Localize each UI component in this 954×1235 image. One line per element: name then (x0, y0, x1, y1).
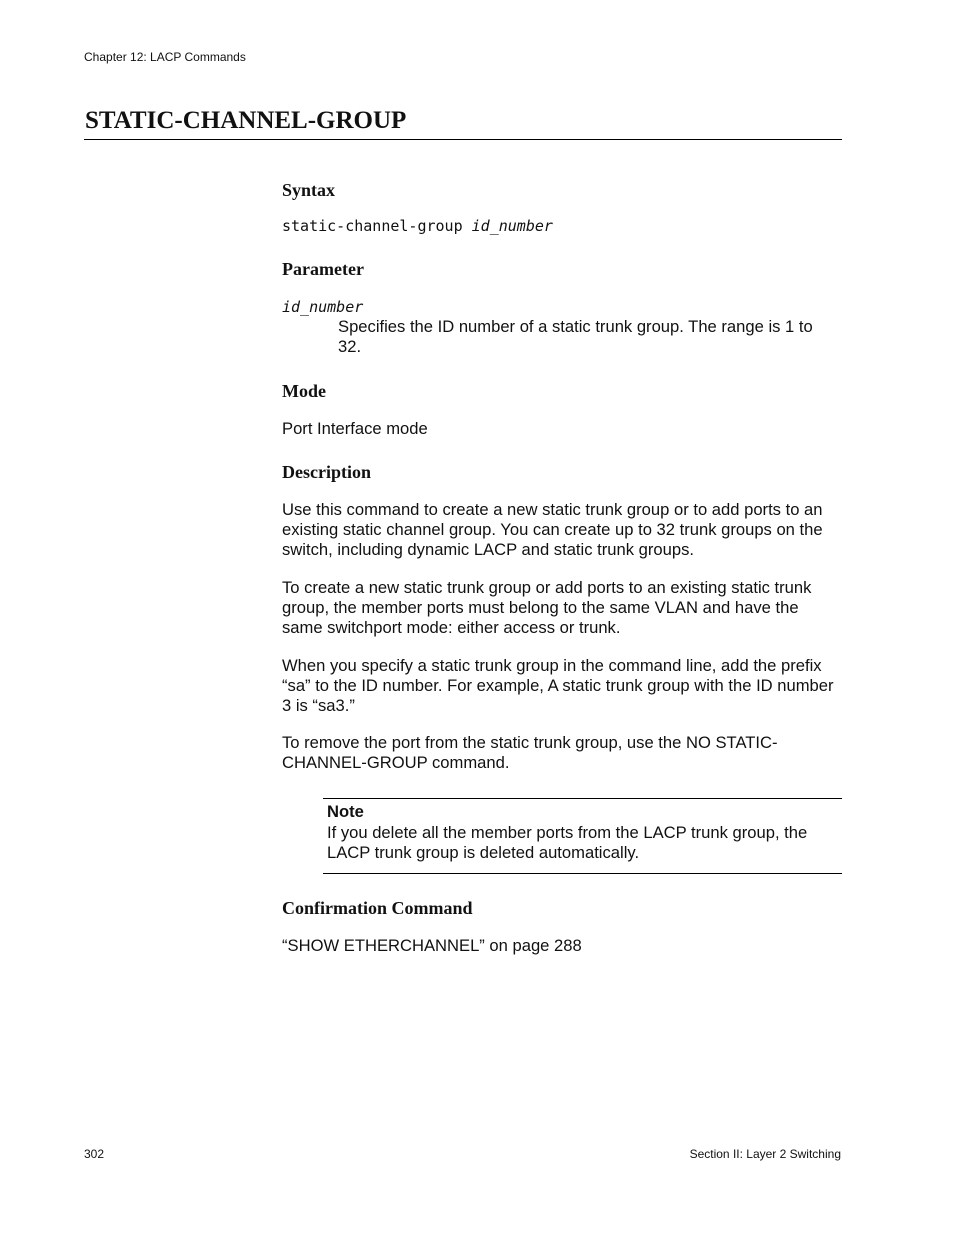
syntax-command (282, 216, 553, 236)
command-name: static-channel-group (282, 217, 463, 235)
mode-text: Port Interface mode (282, 419, 428, 438)
confirmation-link[interactable]: “SHOW ETHERCHANNEL” on page 288 (282, 936, 582, 955)
title-divider (84, 139, 842, 140)
parameter-description-line1: Specifies the ID number of a static trunk group. The range is 1 to (338, 317, 813, 336)
page-number: 302 (84, 1147, 105, 1161)
parameter-description-line2: 32. (338, 337, 362, 356)
description-paragraph: When you specify a static trunk group in the command line, add the prefix “sa” to the ID number. For example, A static trunk group with the ID number 3 is “sa3.” (282, 656, 834, 715)
page-title: STATIC-CHANNEL-GROUP (85, 107, 407, 134)
description-heading: Description (282, 462, 371, 482)
note-text: If you delete all the member ports from the LACP trunk group, the LACP trunk group is deleted automatically. (327, 823, 808, 862)
parameter-description (338, 317, 848, 357)
syntax-heading: Syntax (282, 180, 336, 200)
confirmation-heading: Confirmation Command (282, 898, 473, 918)
command-param: id_number (471, 217, 553, 235)
parameter-name-text: id_number (282, 298, 364, 316)
parameter-heading: Parameter (282, 259, 364, 279)
note-box (323, 798, 842, 874)
parameter-name (282, 297, 363, 317)
description-paragraph: To remove the port from the static trunk group, use the NO STATIC-CHANNEL-GROUP command. (282, 733, 778, 772)
footer-section: Section II: Layer 2 Switching (689, 1147, 841, 1161)
running-header: Chapter 12: LACP Commands (84, 50, 246, 64)
note-label: Note (327, 802, 364, 821)
mode-heading: Mode (282, 381, 326, 401)
description-paragraph: Use this command to create a new static trunk group or to add ports to an existing static channel group. You can create up to 32 trunk groups on the switch, including dynamic LACP and static trunk groups. (282, 500, 823, 559)
description-paragraph: To create a new static trunk group or add ports to an existing static trunk group, the member ports must belong to the same VLAN and have the same switchport mode: either access or trunk. (282, 578, 812, 637)
